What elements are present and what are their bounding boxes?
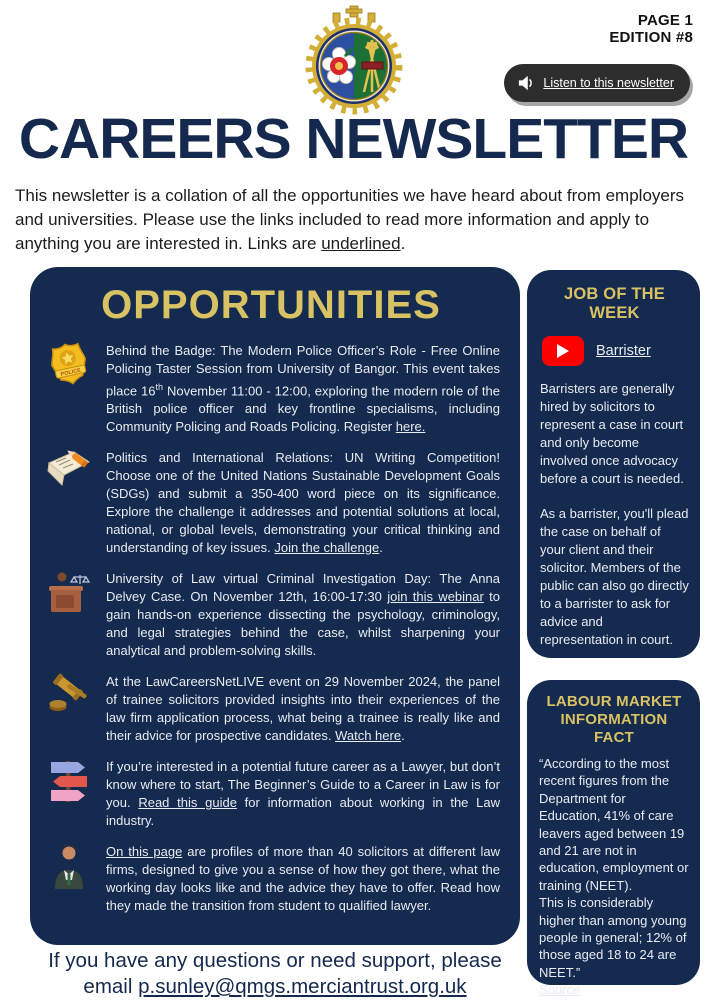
opportunity-text: Politics and International Relations: UN Writing Competition! Choose one of the United Nations Sustainable Development Goals (SDGs) and submit a 350-400 word piece on its significance. Explore the challenge it addresses and potential solutions at local, national, or global levels, demonstrating your critical thinking and understanding of key issues. Join the challenge.: [106, 450, 500, 556]
on-this-page-link[interactable]: On this page: [106, 844, 183, 860]
page-title: CAREERS NEWSLETTER: [18, 107, 689, 171]
opportunity-text: If you’re interested in a potential future career as a Lawyer, but don’t know where to start, The Beginner’s Guide to a Career in Law is for you. Read this guide for information about working in the Law industry.: [106, 759, 500, 829]
opportunity-text: At the LawCareersNetLIVE event on 29 November 2024, the panel of trainee solicitors provided insights into their experiences of the law firm application process, what being a trainee is really like and their advice for prospective candidates. Watch here.: [106, 674, 500, 744]
barrister-video-link[interactable]: Barrister: [596, 343, 651, 359]
register-here-link[interactable]: here.: [395, 419, 426, 435]
lawyer-person-icon: [42, 843, 96, 889]
join-challenge-link[interactable]: Join the challenge: [274, 540, 380, 556]
read-guide-link[interactable]: Read this guide: [138, 795, 237, 811]
school-crest-icon: [302, 4, 406, 116]
opportunity-item-policing: [42, 342, 500, 436]
page-label: PAGE 1: [637, 12, 693, 29]
labour-market-quote: “According to the most recent figures from the Department for Education, 41% of care leavers aged between 19 and 21 are not in education, employment or training (NEET). This is considerably higher than among young people in general; 12% of those aged 18 to 24 are NEET.”: [539, 756, 689, 980]
opportunity-item-solicitor-profiles: [42, 843, 500, 915]
opportunity-text: Behind the Badge: The Modern Police Officer’s Role - Free Online Policing Taster Session from University of Bangor. This event takes place 16th November 11:00 - 12:00, exploring the modern role of the British police officer and key frontline specialisms, including Community Policing and Roads Policing. Register here.: [106, 343, 501, 435]
footer-line-2: email p.sunley@qmgs.merciantrust.org.uk: [83, 975, 467, 998]
speaker-icon: [517, 75, 535, 91]
listen-button-label: Listen to this newsletter: [543, 76, 674, 90]
job-of-the-week-section: [527, 270, 700, 658]
job-of-the-week-heading: JOB OF THE WEEK: [563, 285, 665, 322]
job-paragraph-1: Barristers are generally hired by solicitors to represent a case in court and only become involved once advocacy before a court is needed.: [540, 381, 684, 486]
opportunity-text: University of Law virtual Criminal Investigation Day: The Anna Delvey Case. On November 12th, 16:00-17:30 join this webinar to gain hands-on experience dissecting the psychology, criminology, and legal strategies behind the case, whilst sharpening your analytical and problem-solving skills.: [106, 571, 500, 659]
intro-paragraph: This newsletter is a collation of all the opportunities we have heard about from employers and universities. Please use the links included to read more information and apply to anything you are interested in. Links are underlined.: [15, 186, 685, 254]
job-paragraph-2: As a barrister, you'll plead the case on behalf of your client and their solicitor. Members of the public can also go directly to a barrister to ask for advice and representation in court.: [540, 506, 689, 647]
school-crest: [302, 4, 406, 121]
svg-text:POLICE: POLICE: [60, 367, 82, 378]
job-video-row: [542, 336, 689, 366]
opportunity-text: On this page are profiles of more than 40 solicitors at different law firms, designed to give you a sense of how they got there, what the working day looks like and the advice they have to offer. Read how they made the transition from student to qualified lawyer.: [106, 844, 501, 914]
source-link[interactable]: Source: [539, 982, 581, 998]
listen-to-newsletter-button[interactable]: [504, 64, 690, 102]
opportunity-item-criminal-investigation: [42, 570, 500, 660]
opportunities-heading: OPPORTUNITIES: [101, 283, 441, 327]
opportunities-section: [30, 267, 520, 945]
play-triangle-icon: [557, 344, 569, 358]
labour-market-section: [527, 680, 700, 998]
labour-market-heading: LABOUR MARKET INFORMATION FACT: [546, 693, 682, 746]
youtube-play-icon[interactable]: [542, 336, 584, 366]
footer-contact: [30, 948, 520, 1000]
police-badge-icon: [42, 342, 96, 386]
watch-here-link[interactable]: Watch here: [335, 728, 402, 744]
opportunity-item-un-writing: [42, 449, 500, 557]
footer-line-1: If you have any questions or need support, please: [48, 949, 502, 972]
support-email-link[interactable]: p.sunley@qmgs.merciantrust.org.uk: [138, 975, 467, 998]
gavel-icon: [42, 673, 96, 713]
judge-podium-icon: [42, 570, 96, 614]
edition-label: EDITION #8: [609, 29, 693, 47]
signpost-icon: [42, 758, 96, 804]
opportunity-item-beginners-guide: [42, 758, 500, 830]
writing-pen-icon: [42, 449, 96, 489]
page-edition-info: [609, 12, 693, 47]
opportunity-item-lawcareersnetlive: [42, 673, 500, 745]
underlined-word: underlined: [321, 234, 401, 254]
join-webinar-link[interactable]: join this webinar: [387, 589, 484, 605]
